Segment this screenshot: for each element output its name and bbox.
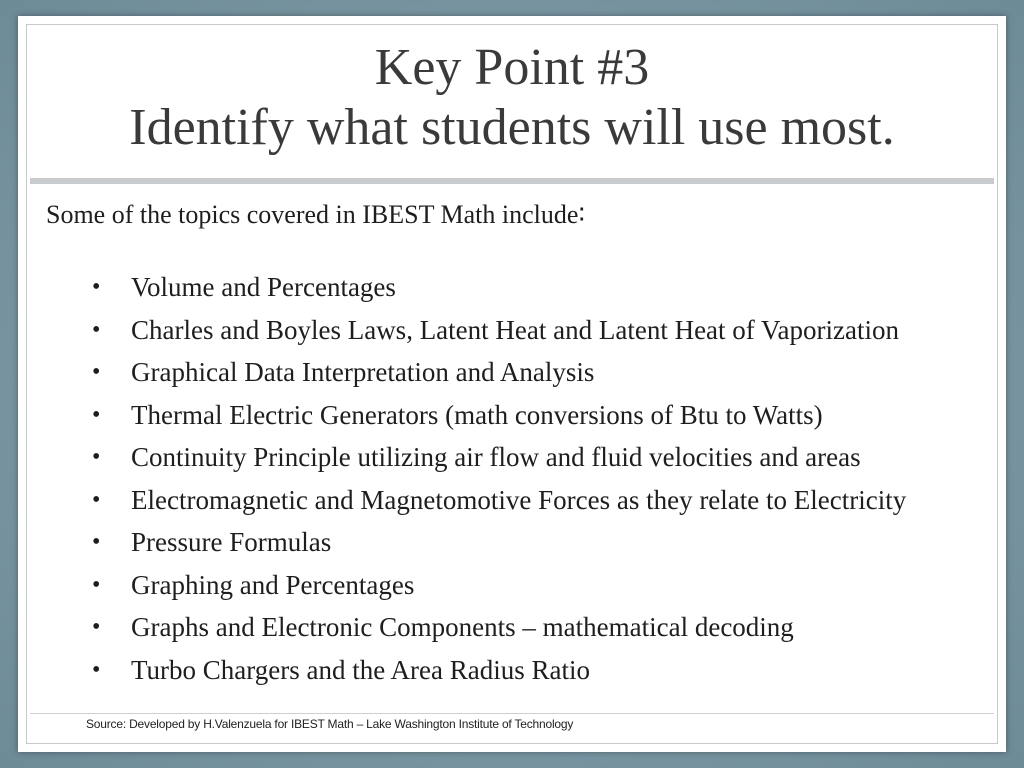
topic-text: Volume and Percentages [131,272,396,302]
topic-text: Thermal Electric Generators (math conversions of Btu to Watts) [131,399,823,430]
slide [18,16,1006,752]
title-line-1: Key Point #3 [374,39,650,96]
topic-text: Pressure Formulas [131,527,332,557]
list-item [44,649,986,692]
topic-text: Charles and Boyles Laws, Latent Heat and Latent Heat of Vaporization [131,314,899,345]
title-divider [30,178,994,184]
bullet-icon: • [92,614,101,640]
bullet-icon: • [92,486,101,513]
list-item [44,606,986,649]
source-divider [30,713,994,714]
bullet-icon: • [92,274,101,300]
list-item [44,521,986,564]
bullet-icon: • [92,444,101,470]
list-item [44,564,986,607]
bullet-icon: • [92,571,101,598]
title-line-2: Identify what students will use most. [129,99,895,156]
content-area [44,198,986,691]
topic-text: Graphing and Percentages [131,569,415,600]
slide-title [18,38,1006,158]
bullet-icon: • [92,529,101,555]
list-item [44,394,986,437]
bullet-icon: • [92,316,101,343]
source-note: Source: Developed by H.Valenzuela for IBEST Math – Lake Washington Institute of Technology [86,717,574,731]
list-item [44,309,986,352]
topic-text: Graphical Data Interpretation and Analysis [131,357,595,387]
bullet-icon: • [92,656,101,683]
topic-text: Graphs and Electronic Components – mathematical decoding [131,612,794,642]
bullet-icon: • [92,401,101,428]
list-item [44,436,986,479]
bullet-icon: • [92,359,101,385]
list-item [44,266,986,309]
list-item [44,479,986,522]
topic-text: Turbo Chargers and the Area Radius Ratio [131,654,590,685]
topic-text: Electromagnetic and Magnetomotive Forces as they relate to Electricity [131,484,907,515]
intro-text: Some of the topics covered in IBEST Math include∶ [46,200,586,229]
topic-list [44,266,986,691]
list-item [44,351,986,394]
topic-text: Continuity Principle utilizing air flow and fluid velocities and areas [131,442,861,472]
